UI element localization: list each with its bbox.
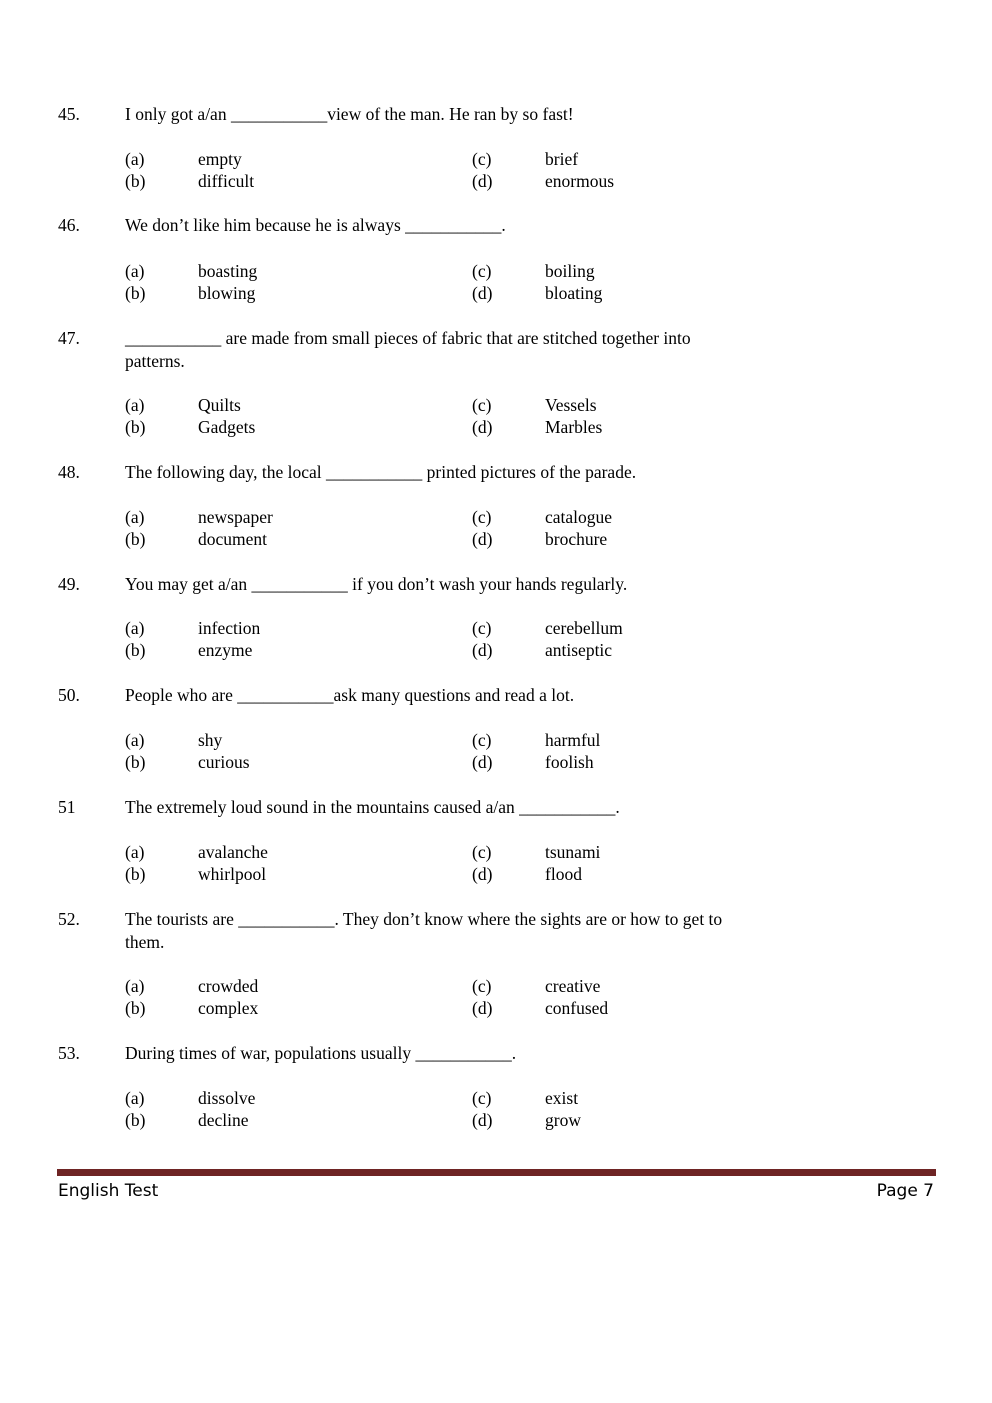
option-label: (d): [472, 864, 493, 884]
option-label: (a): [125, 730, 145, 750]
question-text: The following day, the local ___________ printed pictures of the parade.: [125, 462, 637, 482]
option-text: confused: [545, 998, 609, 1018]
question-number: 50.: [58, 685, 80, 705]
option-text: grow: [545, 1110, 581, 1130]
option-text: whirlpool: [198, 864, 267, 884]
option-text: harmful: [545, 730, 601, 750]
option-label: (c): [472, 507, 492, 527]
question-number: 51: [58, 797, 76, 817]
option-label: (b): [125, 640, 146, 660]
option-text: difficult: [198, 171, 255, 191]
option-text: enzyme: [198, 640, 253, 660]
option-label: (d): [472, 1110, 493, 1130]
option-label: (c): [472, 1088, 492, 1108]
option-label: (b): [125, 283, 146, 303]
question-number: 52.: [58, 909, 80, 929]
option-label: (b): [125, 752, 146, 772]
option-label: (a): [125, 395, 145, 415]
option-label: (b): [125, 417, 146, 437]
option-text: catalogue: [545, 507, 613, 527]
option-label: (a): [125, 261, 145, 281]
question-text: People who are ___________ask many questions and read a lot.: [125, 685, 575, 705]
question-text: During times of war, populations usually ___________.: [125, 1043, 517, 1063]
option-label: (a): [125, 842, 145, 862]
option-text: antiseptic: [545, 640, 613, 660]
option-text: creative: [545, 976, 601, 996]
option-text: enormous: [545, 171, 615, 191]
option-text: boasting: [198, 261, 258, 281]
question-number: 53.: [58, 1043, 80, 1063]
footer-title: English Test: [58, 1181, 159, 1201]
option-text: cerebellum: [545, 618, 623, 638]
option-text: exist: [545, 1088, 579, 1108]
option-label: (c): [472, 261, 492, 281]
option-label: (b): [125, 171, 146, 191]
option-label: (c): [472, 395, 492, 415]
option-label: (b): [125, 529, 146, 549]
option-label: (a): [125, 149, 145, 169]
option-text: curious: [198, 752, 250, 772]
option-text: bloating: [545, 283, 603, 303]
question-number: 48.: [58, 462, 80, 482]
option-label: (a): [125, 507, 145, 527]
option-text: document: [198, 529, 268, 549]
option-label: (a): [125, 976, 145, 996]
option-label: (a): [125, 618, 145, 638]
question-text: The extremely loud sound in the mountains caused a/an ___________.: [125, 797, 620, 817]
option-text: complex: [198, 998, 259, 1018]
option-label: (a): [125, 1088, 145, 1108]
option-label: (d): [472, 752, 493, 772]
option-text: empty: [198, 149, 242, 169]
option-text: brochure: [545, 529, 608, 549]
option-text: avalanche: [198, 842, 268, 862]
option-label: (d): [472, 171, 493, 191]
option-text: boiling: [545, 261, 595, 281]
option-text: Quilts: [198, 395, 241, 415]
option-text: Vessels: [545, 395, 597, 415]
option-label: (b): [125, 864, 146, 884]
question-text: We don’t like him because he is always ___________.: [125, 215, 506, 235]
question-number: 49.: [58, 574, 80, 594]
option-text: newspaper: [198, 507, 273, 527]
question-text: The tourists are ___________. They don’t know where the sights are or how to get to them.: [125, 909, 723, 952]
option-label: (d): [472, 998, 493, 1018]
option-text: Marbles: [545, 417, 603, 437]
option-label: (c): [472, 976, 492, 996]
option-label: (d): [472, 283, 493, 303]
option-label: (d): [472, 640, 493, 660]
page-number: Page 7: [876, 1181, 934, 1201]
footer-divider: [57, 1169, 936, 1176]
option-text: crowded: [198, 976, 259, 996]
option-text: shy: [198, 730, 223, 750]
option-text: infection: [198, 618, 261, 638]
option-label: (c): [472, 618, 492, 638]
option-label: (b): [125, 998, 146, 1018]
question-number: 47.: [58, 328, 80, 348]
option-label: (b): [125, 1110, 146, 1130]
option-text: brief: [545, 149, 579, 169]
option-text: Gadgets: [198, 417, 256, 437]
option-text: decline: [198, 1110, 249, 1130]
option-text: foolish: [545, 752, 594, 772]
question-number: 45.: [58, 104, 80, 124]
question-text: You may get a/an ___________ if you don’t wash your hands regularly.: [125, 574, 628, 594]
option-label: (d): [472, 529, 493, 549]
option-text: dissolve: [198, 1088, 256, 1108]
option-text: flood: [545, 864, 582, 884]
option-text: tsunami: [545, 842, 601, 862]
option-label: (c): [472, 730, 492, 750]
option-label: (c): [472, 842, 492, 862]
question-text: I only got a/an ___________view of the man. He ran by so fast!: [125, 104, 574, 124]
question-number: 46.: [58, 215, 80, 235]
question-text: ___________ are made from small pieces of fabric that are stitched together into patterns.: [125, 328, 691, 371]
option-label: (d): [472, 417, 493, 437]
option-text: blowing: [198, 283, 256, 303]
option-label: (c): [472, 149, 492, 169]
